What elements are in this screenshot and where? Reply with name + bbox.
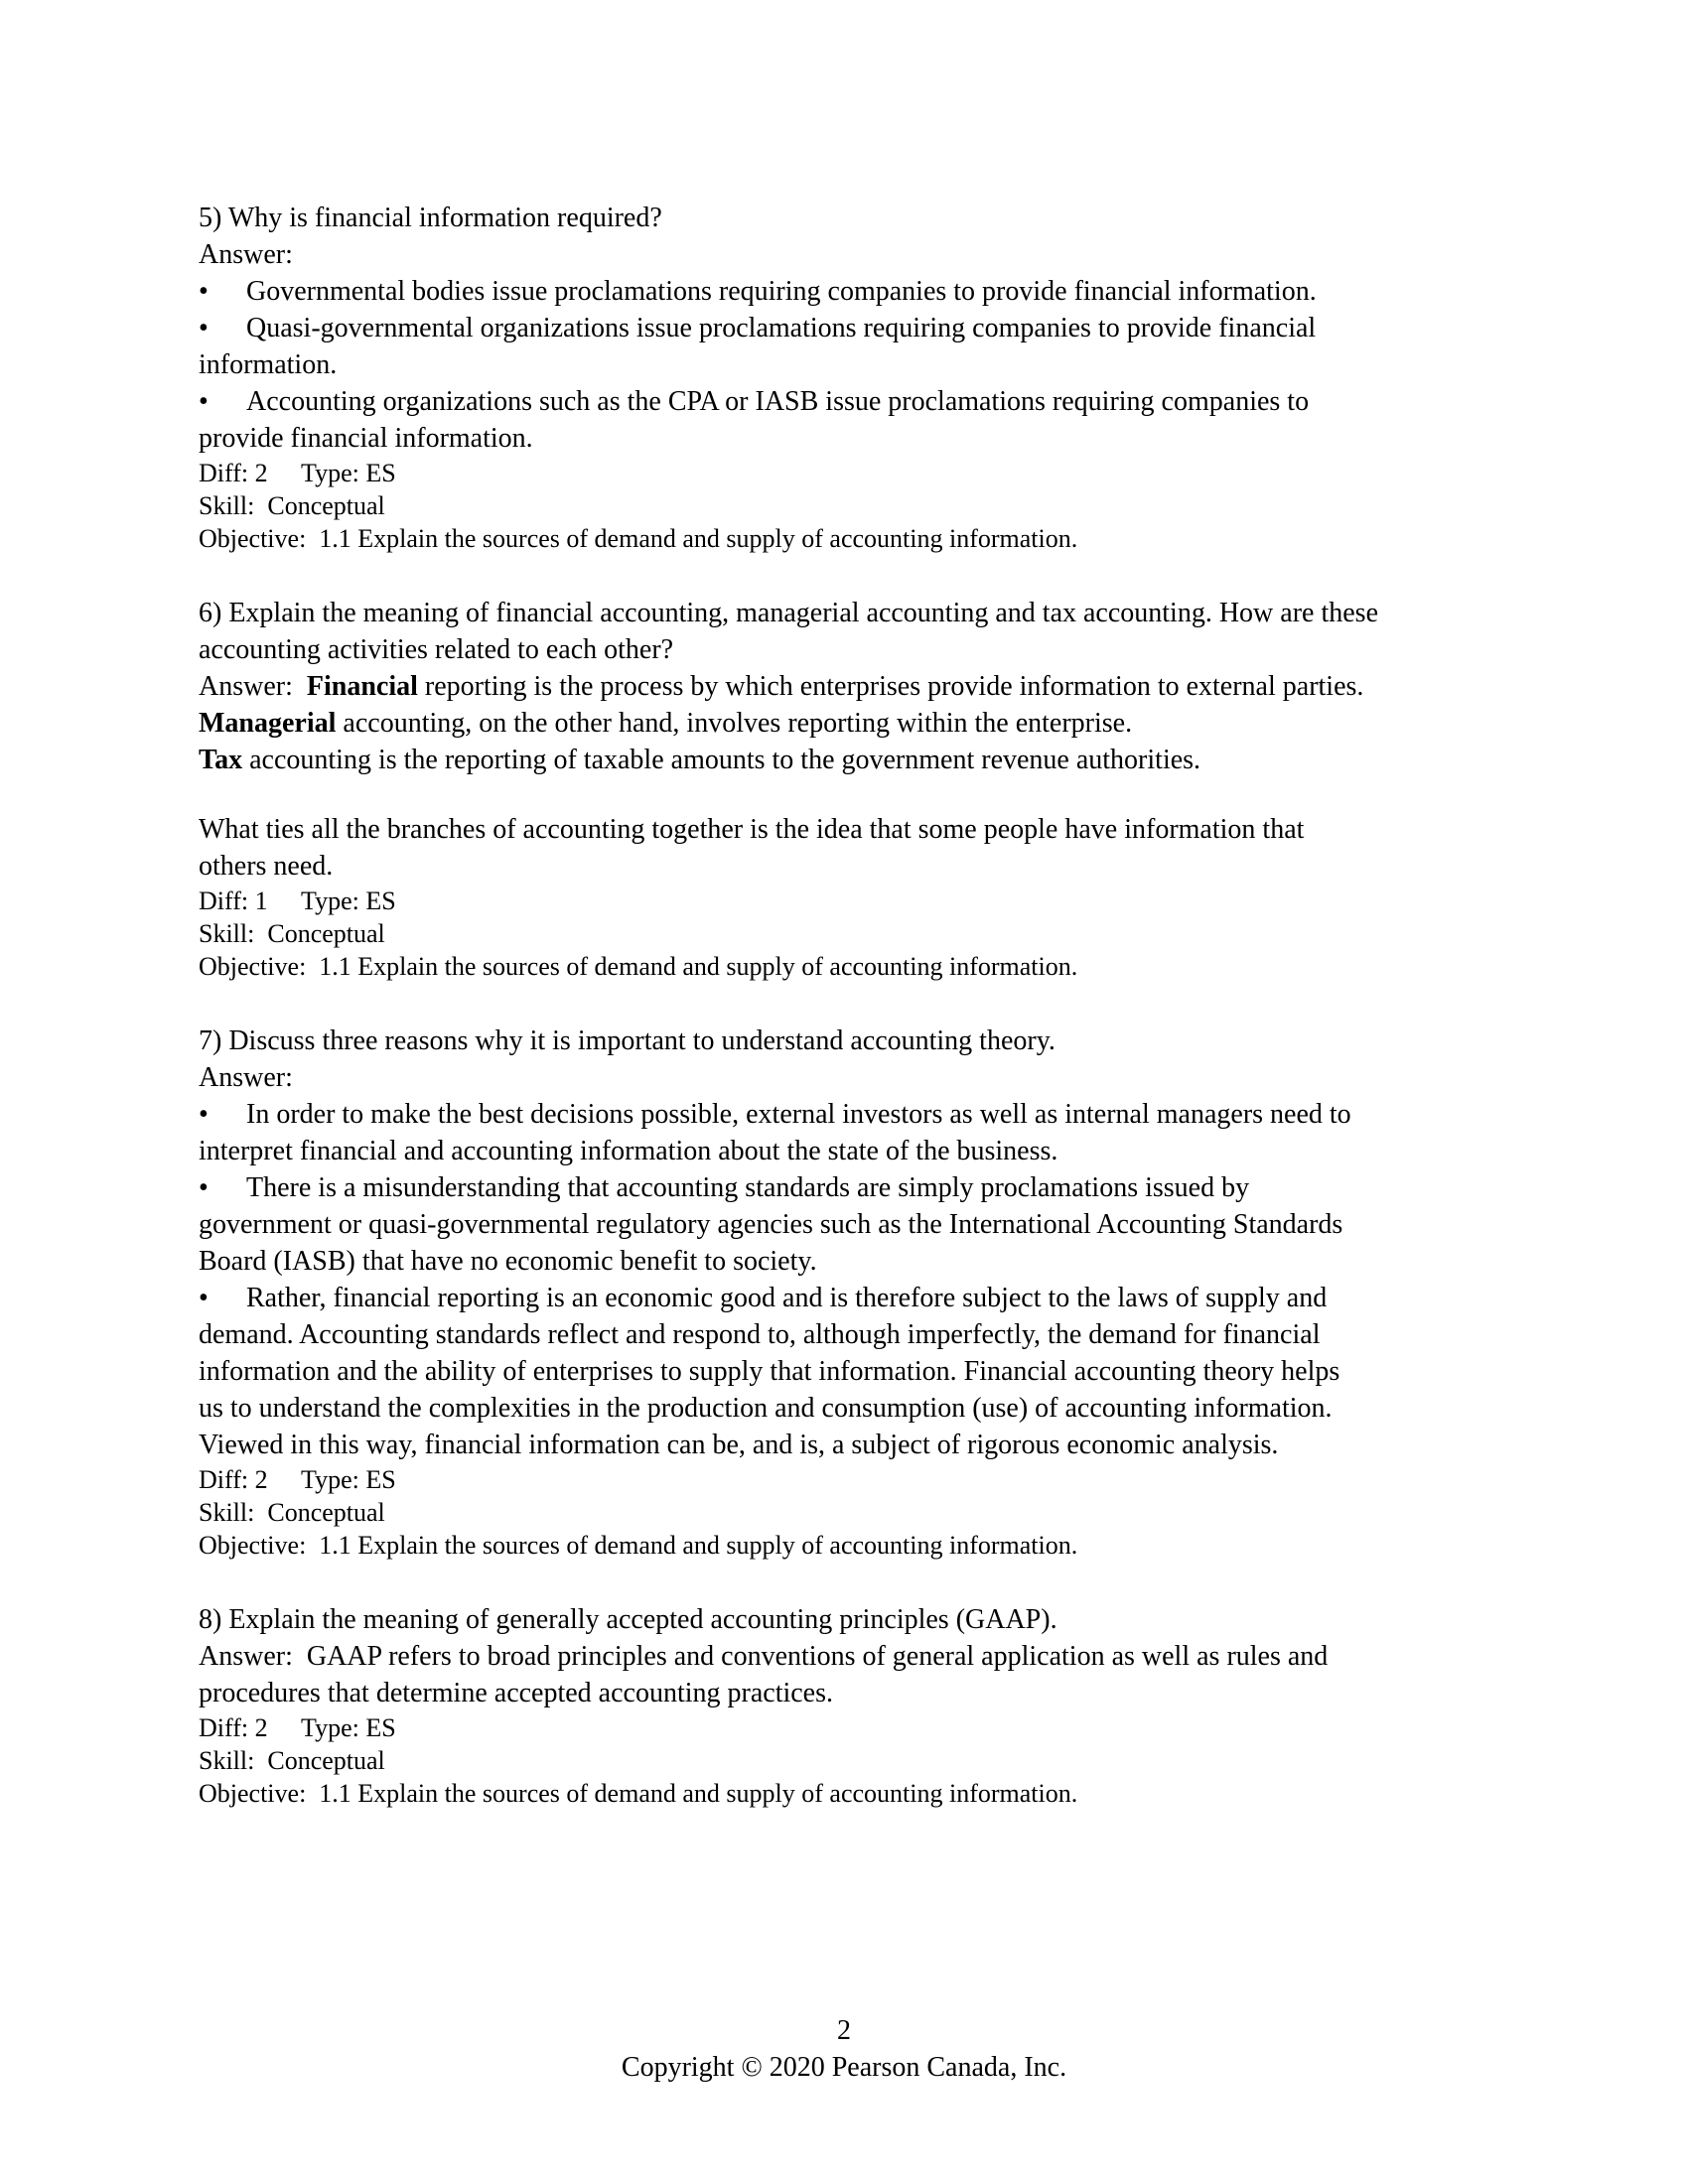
bullet-item [199,1169,1499,1206]
question-8-text: 8) Explain the meaning of generally accepted accounting principles (GAAP). [199,1604,1057,1635]
bold-term: Managerial [199,708,337,739]
bullet-item [199,273,1499,310]
meta-diff: Diff: 1 [199,887,268,915]
question-7-text: 7) Discuss three reasons why it is important to understand accounting theory. [199,1025,1055,1056]
meta-diff: Diff: 2 [199,459,268,487]
bullet-icon: • [199,1099,209,1130]
meta-objective: Objective: 1.1 Explain the sources of demand and supply of accounting information. [199,952,1078,981]
meta-type: Type: ES [301,1713,396,1742]
bullet-continuation: government or quasi-governmental regulatory agencies such as the International Accounting Standards [199,1209,1343,1240]
bullet-continuation: information. [199,349,338,380]
meta-skill: Skill: Conceptual [199,919,385,948]
question-5-text: 5) Why is financial information required? [199,203,662,233]
meta-skill: Skill: Conceptual [199,491,385,520]
bullet-item [199,1280,1499,1316]
meta-objective: Objective: 1.1 Explain the sources of demand and supply of accounting information. [199,1531,1078,1560]
bullet-icon: • [199,1172,209,1203]
copyright-notice: Copyright © 2020 Pearson Canada, Inc. [621,2052,1067,2083]
page-content [199,200,1499,1810]
meta-diff-type [199,885,1499,917]
meta-diff-type [199,1463,1499,1496]
bullet-icon: • [199,1283,209,1313]
meta-diff: Diff: 2 [199,1465,268,1494]
question-8-block [199,1601,1499,1810]
question-6-block [199,595,1499,983]
answer-line [199,742,1499,778]
bullet-item [199,310,1499,346]
meta-diff: Diff: 2 [199,1713,268,1742]
bullet-continuation: demand. Accounting standards reflect and respond to, although imperfectly, the demand for financial [199,1319,1321,1350]
question-6-text: 6) Explain the meaning of financial accounting, managerial accounting and tax accounting. How are these [199,598,1378,628]
answer-line [199,668,1499,705]
bullet-text: Rather, financial reporting is an economic good and is therefore subject to the laws of supply and [246,1283,1328,1313]
answer-line: Answer: GAAP refers to broad principles and conventions of general application as well as rules and [199,1641,1329,1672]
answer-text: reporting is the process by which enterprises provide information to external parties. [417,671,1364,702]
meta-type: Type: ES [301,1465,396,1494]
bullet-text: Accounting organizations such as the CPA or IASB issue proclamations requiring companies to [246,386,1310,417]
bullet-item [199,383,1499,420]
bullet-continuation: information and the ability of enterprises to supply that information. Financial accounting theory helps [199,1356,1340,1387]
bullet-text: Governmental bodies issue proclamations requiring companies to provide financial information. [246,276,1317,307]
meta-type: Type: ES [301,887,396,915]
answer-line [199,705,1499,742]
meta-objective: Objective: 1.1 Explain the sources of demand and supply of accounting information. [199,1779,1078,1808]
page-footer [0,2012,1688,2086]
question-5-block [199,200,1499,555]
bold-term: Tax [199,745,243,775]
bullet-icon: • [199,313,209,343]
answer-text: accounting, on the other hand, involves reporting within the enterprise. [336,708,1133,739]
bullet-icon: • [199,386,209,417]
bullet-item [199,1096,1499,1133]
answer-line: procedures that determine accepted accounting practices. [199,1678,834,1708]
answer-paragraph: What ties all the branches of accounting together is the idea that some people have information that [199,814,1305,845]
bullet-continuation: provide financial information. [199,423,533,454]
question-7-block [199,1023,1499,1562]
answer-paragraph: others need. [199,851,334,882]
bullet-continuation: interpret financial and accounting information about the state of the business. [199,1136,1058,1166]
page-number: 2 [837,2015,851,2046]
answer-label: Answer: [199,239,293,270]
answer-text: accounting is the reporting of taxable amounts to the government revenue authorities. [242,745,1201,775]
meta-diff-type [199,457,1499,489]
bullet-text: In order to make the best decisions possible, external investors as well as internal managers need to [246,1099,1351,1130]
bullet-text: There is a misunderstanding that accounting standards are simply proclamations issued by [246,1172,1250,1203]
meta-diff-type [199,1711,1499,1744]
meta-type: Type: ES [301,459,396,487]
meta-objective: Objective: 1.1 Explain the sources of demand and supply of accounting information. [199,524,1078,553]
answer-prefix: Answer: [199,671,307,702]
meta-skill: Skill: Conceptual [199,1498,385,1527]
bullet-continuation: Board (IASB) that have no economic benefit to society. [199,1246,817,1277]
blank-line [199,778,1499,811]
meta-skill: Skill: Conceptual [199,1746,385,1775]
bullet-continuation: us to understand the complexities in the production and consumption (use) of accounting information. [199,1393,1333,1424]
bullet-icon: • [199,276,209,307]
question-6-text: accounting activities related to each other? [199,634,674,665]
bullet-continuation: Viewed in this way, financial information can be, and is, a subject of rigorous economic analysis. [199,1430,1279,1460]
bullet-text: Quasi-governmental organizations issue proclamations requiring companies to provide financial [246,313,1317,343]
answer-label: Answer: [199,1062,293,1093]
bold-term: Financial [306,671,418,702]
